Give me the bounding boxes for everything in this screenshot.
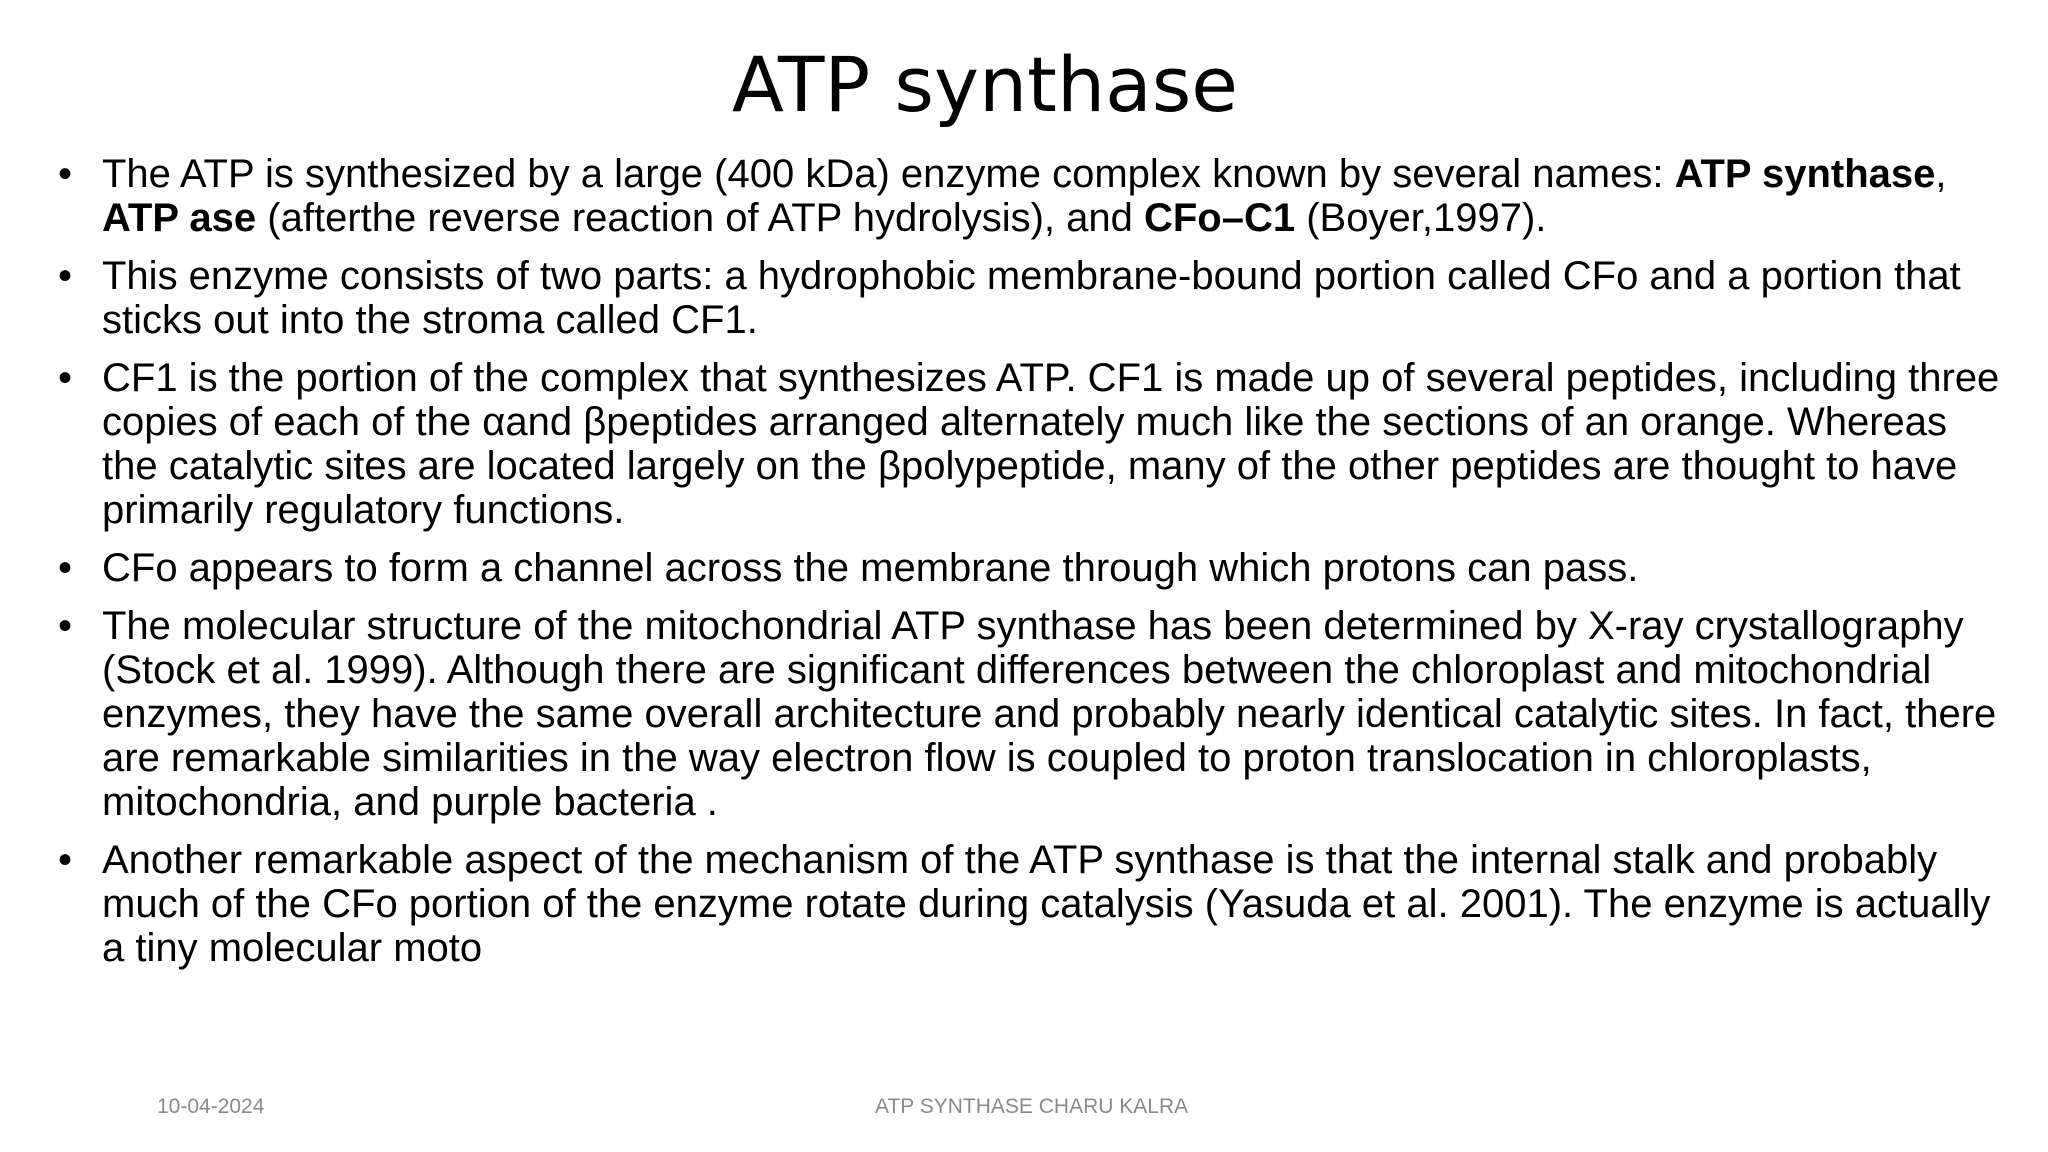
bullet-text: Another remarkable aspect of the mechanism of the ATP synthase is that the internal stalk and probably much of the CFo portion of the enzyme rotate during catalysis (Yasuda et al. 2001). The enzyme is actually a tiny molecular moto	[102, 838, 1991, 970]
bold-term: ATP synthase	[1674, 152, 1936, 196]
bullet-icon: •	[58, 254, 73, 298]
bullet-list	[58, 152, 2008, 984]
bullet-text: The ATP is synthesized by a large (400 kDa) enzyme complex known by several names:	[102, 152, 1675, 196]
bullet-text: CF1 is the portion of the complex that synthesizes ATP. CF1 is made up of several peptides, including three copies of each of the αand βpeptides arranged alternately much like the sections of an orange. Whereas the catalytic sites are located largely on the βpolypeptide, many of the other peptides are thought to have primarily regulatory functions.	[102, 356, 2000, 532]
bullet-item	[58, 838, 2008, 970]
bullet-item	[58, 152, 2008, 240]
bullet-text: ,	[1935, 152, 1947, 196]
footer-title: ATP SYNTHASE CHARU KALRA	[875, 1095, 1189, 1118]
bullet-text: (afterthe reverse reaction of ATP hydrolysis), and	[256, 196, 1144, 240]
bullet-item	[58, 254, 2008, 342]
bullet-text: The molecular structure of the mitochondrial ATP synthase has been determined by X-ray crystallography (Stock et al. 1999). Although there are significant differences between the chloroplast and mitochondrial enzymes, they have the same overall architecture and probably nearly identical catalytic sites. In fact, there are remarkable similarities in the way electron flow is coupled to proton translocation in chloroplasts, mitochondria, and purple bacteria .	[102, 604, 1997, 824]
bullet-item	[58, 604, 2008, 824]
bullet-text: CFo appears to form a channel across the membrane through which protons can pass.	[102, 546, 1639, 590]
footer-date: 10-04-2024	[157, 1095, 265, 1118]
bullet-icon: •	[58, 546, 73, 590]
bold-term: ATP ase	[102, 196, 257, 240]
bullet-item	[58, 356, 2008, 532]
bullet-text: (Boyer,1997).	[1295, 196, 1547, 240]
bullet-icon: •	[58, 356, 73, 400]
bullet-icon: •	[58, 152, 73, 196]
slide-title: ATP synthase	[731, 40, 1239, 129]
bullet-icon: •	[58, 838, 73, 882]
bullet-icon: •	[58, 604, 73, 648]
bullet-item	[58, 546, 2008, 590]
bullet-text: This enzyme consists of two parts: a hydrophobic membrane-bound portion called CFo and a portion that sticks out into the stroma called CF1.	[102, 254, 1961, 342]
bold-term: CFo–C1	[1143, 196, 1296, 240]
